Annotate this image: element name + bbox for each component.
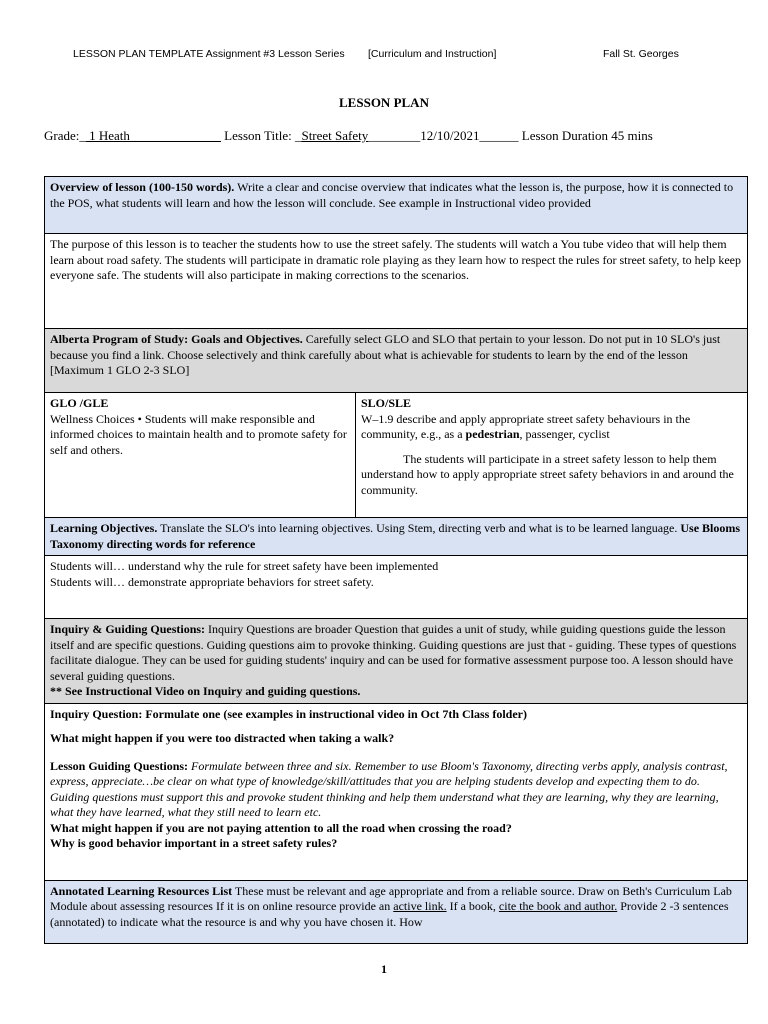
- guiding-instructions: Formulate between three and six. Remember to use Bloom's Taxonomy, directing verbs apply, analysis contrast, express, appreciate…be clear on what type of knowledge/skill/attitudes that you are helping students develop and expecting them to do. Guiding questions must support this and provoke student thinking and help them understand what they are learning, why they are learning, what they have learned, what they still need to learn etc.: [50, 758, 728, 819]
- slo-bold: pedestrian: [465, 427, 520, 441]
- lesson-duration: Lesson Duration 45 mins: [518, 128, 653, 143]
- program-heading: Alberta Program of Study: Goals and Objectives.: [50, 332, 303, 346]
- resources-row: [45, 880, 748, 943]
- slo-cell: [356, 393, 748, 518]
- objectives-heading-row: [45, 518, 748, 556]
- overview-heading-cell: [45, 177, 748, 234]
- objectives-heading-cell: [45, 518, 748, 556]
- lesson-title-label: Lesson Title: _: [220, 128, 302, 143]
- inquiry-question-heading: Inquiry Question: Formulate one (see examples in instructional video in Oct 7th Class folder): [50, 706, 527, 721]
- objective-line-1: Students will… understand why the rule for street safety have been implemented: [50, 559, 439, 573]
- header-course: [Curriculum and Instruction]: [368, 48, 497, 60]
- lesson-title-value: Street Safety: [301, 128, 369, 143]
- resources-text-2: If a book,: [446, 899, 499, 913]
- guiding-question-1: What might happen if you are not paying attention to all the road when crossing the road?: [50, 820, 512, 835]
- inquiry-heading-cell: [45, 619, 748, 704]
- objective-line-2: Students will… demonstrate appropriate behaviors for street safety.: [50, 574, 374, 589]
- guiding-intro: [50, 759, 742, 821]
- resources-heading: Annotated Learning Resources List: [50, 883, 233, 898]
- objectives-instructions: Translate the SLO's into learning objectives. Using Stem, directing verb and what is to be learned language.: [157, 521, 681, 535]
- slo-body: [361, 412, 742, 443]
- glo-slo-row: [45, 393, 748, 518]
- inquiry-instructions: Inquiry Questions are broader Question that guides a unit of study, while guiding questions guide the lesson itself and are specific questions. Guiding questions aim to provoke thinking. Guiding questions are just that - guiding. These types of questions facilitate dialogue. They can be used for guiding students' inquiry and can be used for formative assessment purpose too. A lesson should have several guiding questions.: [50, 622, 737, 683]
- inquiry-heading-row: [45, 619, 748, 704]
- program-heading-row: [45, 329, 748, 393]
- guiding-heading: Lesson Guiding Questions:: [50, 758, 189, 773]
- grade-label: Grade:_: [44, 128, 86, 143]
- resources-text-3: Provide 2 -3 sentences (annotated) to indicate what the resource is and why you have chosen it. How: [50, 899, 729, 929]
- slo-body-c: The students will participate in a street safety lesson to help them understand how to apply appropriate street safety behaviors in and around the community.: [361, 451, 734, 497]
- cite-book-link[interactable]: cite the book and author.: [498, 899, 618, 913]
- program-heading-cell: [45, 329, 748, 393]
- lesson-plan-table: [44, 176, 748, 944]
- inquiry-heading: Inquiry & Guiding Questions:: [50, 622, 206, 636]
- glo-heading: GLO /GLE: [50, 396, 109, 410]
- objectives-body-row: [45, 556, 748, 619]
- inquiry-body-row: [45, 703, 748, 880]
- lesson-date: ________12/10/2021______: [368, 128, 519, 143]
- slo-body-a: W–1.9 describe and apply appropriate street safety behaviours in the community, e.g., as a: [361, 411, 691, 441]
- overview-instructions: Write a clear and concise overview that indicates what the lesson is, the purpose, how it is connected to the POS, what students will learn and how the lesson will conclude. See example in Instructional video provided: [50, 180, 734, 210]
- page-title: LESSON PLAN: [339, 95, 429, 110]
- slo-heading: SLO/SLE: [361, 396, 412, 410]
- inquiry-intro: [50, 622, 742, 684]
- program-instructions: Carefully select GLO and SLO that pertain to your lesson. Do not put in 10 SLO's just because you find a link. Choose selectively and think carefully about what is achievable for students to learn by the end of the lesson [Maximum 1 GLO 2-3 SLO]: [50, 332, 721, 377]
- overview-body-row: [45, 234, 748, 329]
- overview-heading-row: [45, 177, 748, 234]
- lesson-meta: [44, 128, 744, 144]
- glo-body: Wellness Choices • Students will make responsible and informed choices to maintain health and to promote safety for self and others.: [50, 411, 347, 457]
- overview-heading: Overview of lesson (100-150 words).: [50, 180, 235, 194]
- objectives-instructions-bold: Use Blooms Taxonomy directing words for reference: [50, 521, 741, 551]
- active-link[interactable]: active link.: [393, 899, 447, 913]
- resources-cell: [45, 880, 748, 943]
- overview-body: The purpose of this lesson is to teacher the students how to use the street safely. The students will watch a You tube video that will help them learn about road safety. The students will participate in dramatic role playing as they learn how to respect the rules for street safety, to help keep everyone safe. The students will also participate in making corrections to the scenarios.: [45, 234, 748, 329]
- inquiry-video-note: ** See Instructional Video on Inquiry and guiding questions.: [50, 684, 361, 698]
- glo-cell: [45, 393, 356, 518]
- objectives-heading: Learning Objectives.: [50, 521, 158, 535]
- inquiry-question: What might happen if you were too distracted when taking a walk?: [50, 731, 395, 745]
- grade-value: 1 Heath______________: [85, 128, 221, 143]
- slo-body-b: , passenger, cyclist: [519, 427, 610, 441]
- objectives-body-cell: [45, 556, 748, 619]
- header-template: LESSON PLAN TEMPLATE Assignment #3 Lesson Series: [73, 48, 345, 60]
- guiding-question-2: Why is good behavior important in a street safety rules?: [50, 836, 338, 850]
- inquiry-body-cell: [45, 703, 748, 880]
- resources-text-1: These must be relevant and age appropriate and from a reliable source. Draw on Beth's Curriculum Lab Module about assessing resources If it is on online resource provide an: [50, 883, 732, 913]
- header-term: Fall St. Georges: [603, 48, 679, 60]
- page-number: 1: [381, 962, 387, 976]
